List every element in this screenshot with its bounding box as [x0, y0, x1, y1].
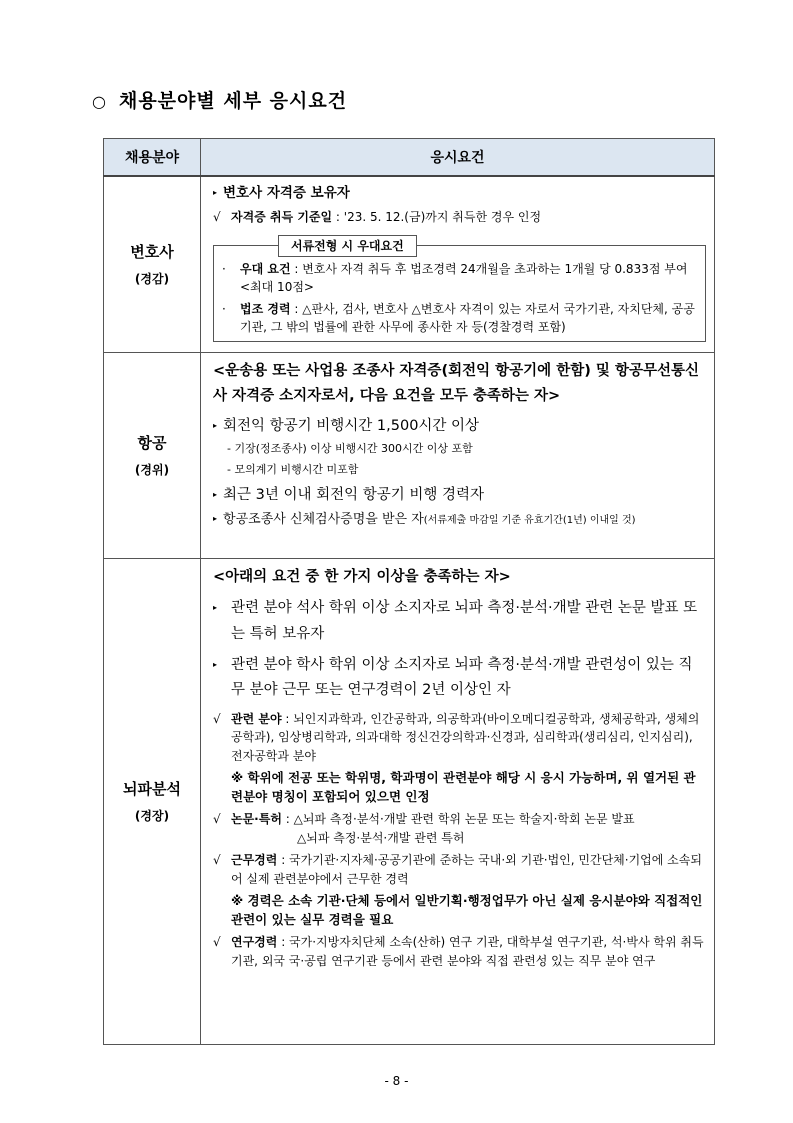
table-header-row [104, 139, 715, 177]
item-text: 변호사 자격증 보유자 [223, 185, 350, 201]
item-text: 회전익 항공기 비행시간 1,500시간 이상 [223, 417, 480, 434]
list-item [213, 414, 706, 439]
list-item [213, 596, 706, 647]
check-icon: √ [213, 853, 221, 868]
note-text: ※ 학위에 전공 또는 학위명, 학과명이 관련분야 해당 시 응시 가능하며, 위 열거된 관련분야 명칭이 포함되어 있으면 인정 [231, 769, 696, 804]
arrow-icon: ▸ [213, 489, 218, 499]
item-text: : 국가기관·지자체·공공기관에 준하는 국내·외 기관·법인, 민간단체·기업에 소속되어 실제 관련분야에서 근무한 경력 [231, 853, 702, 887]
field-name: 항공 [137, 434, 167, 453]
item-label: 연구경력 [231, 935, 278, 950]
item-text: : △판사, 검사, 변호사 △변호사 자격이 있는 자로서 국가기관, 자치단체, 공공기관, 그 밖의 법률에 관한 사무에 종사한 자 등(경찰경력 포함) [240, 301, 695, 335]
table-row-brainwave [104, 558, 715, 1044]
dot-icon: · [222, 301, 226, 316]
list-item [222, 260, 697, 297]
item-text: : 국가·지방자치단체 소속(산하) 연구 기관, 대학부설 연구기관, 석·박사 학위 취득기관, 외국 국·공립 연구기관 등에서 관련 분야와 직접 관련성 있는 직무 분야 연구 [231, 935, 704, 969]
dot-icon: · [222, 261, 226, 276]
item-text: 관련 분야 학사 학위 이상 소지자로 뇌파 측정·분석·개발 관련성이 있는 직무 분야 근무 또는 연구경력이 2년 이상인 자 [231, 657, 693, 699]
field-name: 변호사 [130, 243, 174, 262]
list-item [222, 300, 697, 337]
list-item [213, 851, 706, 888]
requirements-cell-lawyer [201, 176, 715, 352]
arrow-icon: ▸ [213, 514, 218, 524]
list-item [213, 208, 706, 227]
header-field: 채용분야 [104, 139, 201, 177]
field-rank: (경위) [134, 463, 170, 478]
intro-text: <운송용 또는 사업용 조종사 자격증(회전익 항공기에 한함) 및 항공무선통신사 자격증 소지자로서, 다음 요건을 모두 충족하는 자> [213, 362, 699, 405]
arrow-icon: ▸ [213, 188, 218, 197]
item-text: : 변호사 자격 취득 후 법조경력 24개월을 초과하는 1개월 당 0.833점 부여 <최대 10점> [240, 261, 688, 295]
header-requirements: 응시요건 [201, 139, 715, 177]
field-name: 뇌파분석 [123, 780, 181, 799]
item-text: : '23. 5. 12.(금)까지 취득한 경우 인정 [332, 209, 542, 224]
list-item [213, 653, 706, 704]
field-cell-brainwave [104, 558, 201, 1044]
arrow-icon: ▸ [213, 420, 218, 430]
table-row-aviation [104, 352, 715, 558]
section-title: 채용분야별 세부 응시요건 [118, 90, 348, 112]
item-label: 법조 경력 [240, 301, 291, 316]
preference-box-title: 서류전형 시 우대요건 [278, 235, 417, 258]
sub-item: - 모의계기 비행시간 미포함 [227, 462, 359, 476]
requirements-cell-aviation [201, 352, 715, 558]
check-icon: √ [213, 711, 221, 726]
requirements-cell-brainwave [201, 558, 715, 1044]
check-icon: √ [213, 209, 221, 224]
item-label: 논문·특허 [231, 812, 282, 827]
list-item [213, 183, 706, 204]
list-item [213, 483, 706, 508]
item-text: 최근 3년 이내 회전익 항공기 비행 경력자 [223, 486, 485, 503]
item-label: 관련 분야 [231, 711, 282, 726]
list-item [213, 933, 706, 970]
list-item [213, 510, 706, 530]
intro-text: <아래의 요건 중 한 가지 이상을 충족하는 자> [213, 568, 511, 585]
item-label: 자격증 취득 기준일 [231, 209, 333, 224]
note-text: ※ 경력은 소속 기관·단체 등에서 일반기획·행정업무가 아닌 실제 응시분야와 직접적인 관련이 있는 실무 경력을 필요 [231, 892, 703, 928]
item-text: : 뇌인지과학과, 인간공학과, 의공학과(바이오메디컬공학과, 생체공학과, 생체의공학과), 임상병리학과, 의과대학 정신건강의학과·신경과, 심리학과(생리심리, 인지심리), 전자공학과 분야 [231, 711, 700, 763]
item-label: 근무경력 [231, 853, 278, 868]
section-heading [92, 86, 347, 113]
field-rank: (경감) [134, 272, 170, 287]
list-item [213, 810, 706, 829]
check-icon: √ [213, 812, 221, 827]
list-item [213, 710, 706, 766]
item-text: 관련 분야 석사 학위 이상 소지자로 뇌파 측정·분석·개발 관련 논문 발표 또는 특허 보유자 [231, 600, 698, 642]
check-icon: √ [213, 935, 221, 950]
item-text: 항공조종사 신체검사증명을 받은 자 [223, 512, 424, 528]
sub-item: △뇌파 측정·분석·개발 관련 특허 [297, 830, 465, 845]
sub-item: - 기장(정조종사) 이상 비행시간 300시간 이상 포함 [227, 442, 473, 456]
circle-bullet-icon: ○ [92, 92, 107, 111]
arrow-icon: ▸ [213, 660, 218, 670]
page-number: - 8 - [384, 1074, 409, 1088]
field-cell-lawyer [104, 176, 201, 352]
item-note: (서류제출 마감일 기준 유효기간(1년) 이내일 것) [423, 515, 636, 527]
preference-box [213, 238, 706, 342]
item-label: 우대 요건 [240, 261, 291, 276]
table-row-lawyer [104, 176, 715, 352]
item-text: : △뇌파 측정·분석·개발 관련 학위 논문 또는 학술지·학회 논문 발표 [281, 812, 635, 827]
arrow-icon: ▸ [213, 603, 218, 613]
requirements-table [103, 138, 715, 1045]
field-rank: (경장) [134, 809, 170, 824]
field-cell-aviation [104, 352, 201, 558]
